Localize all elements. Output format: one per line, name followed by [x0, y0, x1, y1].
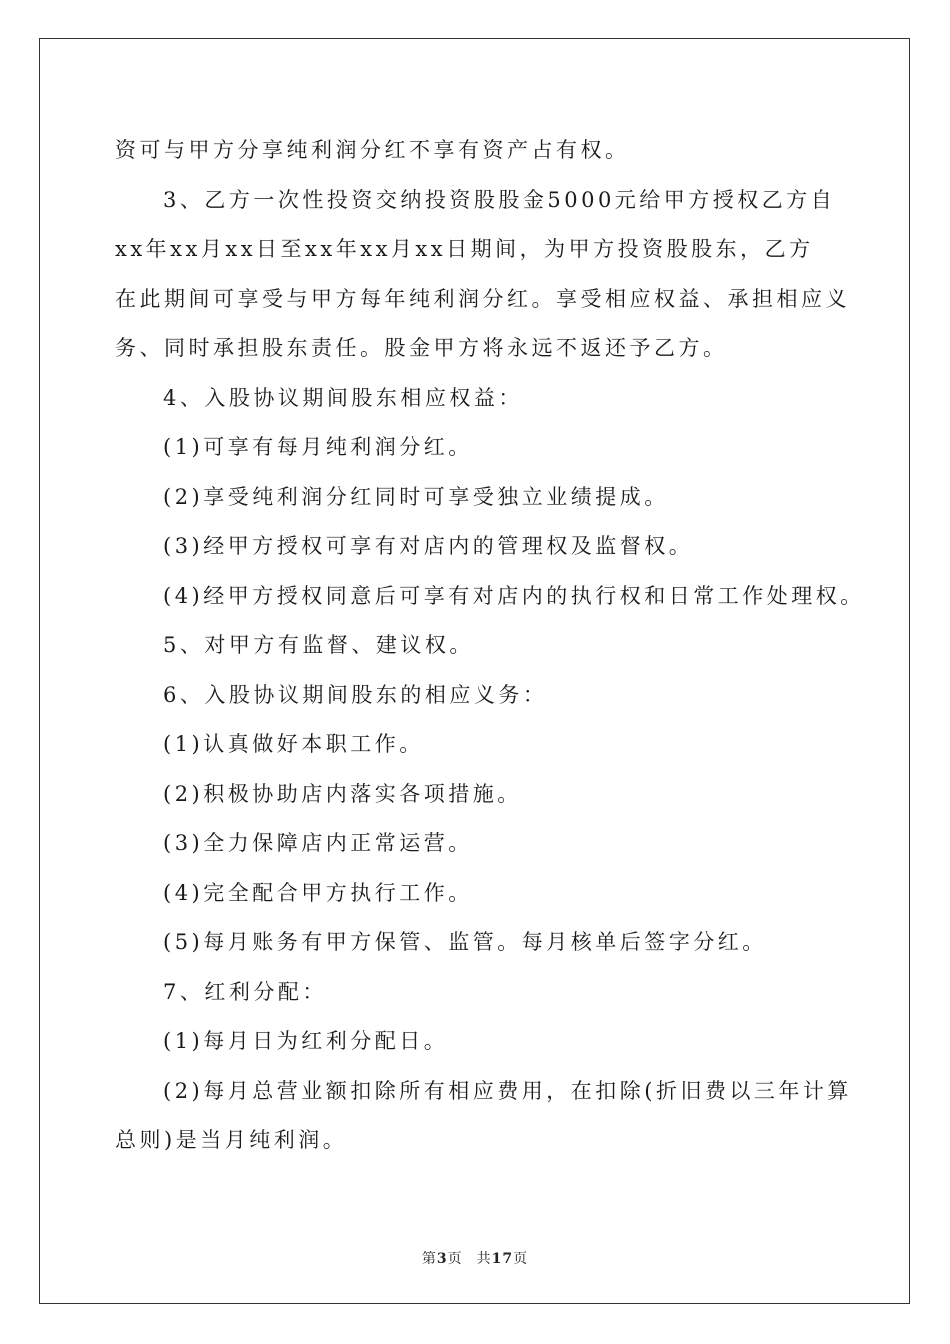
- paragraph-line: xx年xx月xx日至xx年xx月xx日期间，为甲方投资股股东，乙方: [115, 237, 814, 261]
- list-item: (2)积极协助店内落实各项措施。: [163, 781, 522, 806]
- list-item: (1)每月日为红利分配日。: [163, 1029, 449, 1053]
- paragraph-line: 务、同时承担股东责任。股金甲方将永远不返还予乙方。: [115, 336, 728, 360]
- footer-page-prefix: 第: [421, 1251, 437, 1267]
- section-heading: 7、红利分配：: [163, 979, 327, 1004]
- list-item: (2)每月总营业额扣除所有相应费用，在扣除(折旧费以三年计算: [163, 1078, 852, 1103]
- section-heading: 6、入股协议期间股东的相应义务：: [163, 682, 548, 707]
- list-item: (5)每月账务有甲方保管、监管。每月核单后签字分红。: [163, 930, 767, 954]
- paragraph-line: 总则)是当月纯利润。: [115, 1128, 348, 1152]
- paragraph-line: 资可与甲方分享纯利润分红不享有资产占有权。: [115, 138, 630, 162]
- list-item: (1)可享有每月纯利润分红。: [163, 435, 473, 459]
- footer-total-pages: 17: [491, 1251, 514, 1267]
- section-heading: 4、入股协议期间股东相应权益：: [163, 385, 523, 410]
- list-item: (1)认真做好本职工作。: [163, 732, 424, 756]
- list-item: (3)全力保障店内正常运营。: [163, 831, 473, 855]
- list-item: (3)经甲方授权可享有对店内的管理权及监督权。: [163, 534, 694, 558]
- footer-page-suffix: 页: [447, 1251, 463, 1267]
- footer-page-number: 3: [436, 1251, 448, 1267]
- paragraph-line: 在此期间可享受与甲方每年纯利润分红。享受相应权益、承担相应义: [115, 286, 850, 311]
- footer-total-prefix: 共: [476, 1251, 492, 1267]
- section-heading: 5、对甲方有监督、建议权。: [163, 633, 474, 657]
- list-item: (2)享受纯利润分红同时可享受独立业绩提成。: [163, 484, 669, 509]
- footer-total-suffix: 页: [513, 1251, 529, 1267]
- page-footer: [0, 1248, 950, 1268]
- document-body: [115, 126, 865, 1166]
- list-item: (4)完全配合甲方执行工作。: [163, 880, 473, 905]
- list-item: (4)经甲方授权同意后可享有对店内的执行权和日常工作处理权。: [163, 583, 865, 608]
- paragraph-line: 3、乙方一次性投资交纳投资股股金5000元给甲方授权乙方自: [163, 187, 836, 212]
